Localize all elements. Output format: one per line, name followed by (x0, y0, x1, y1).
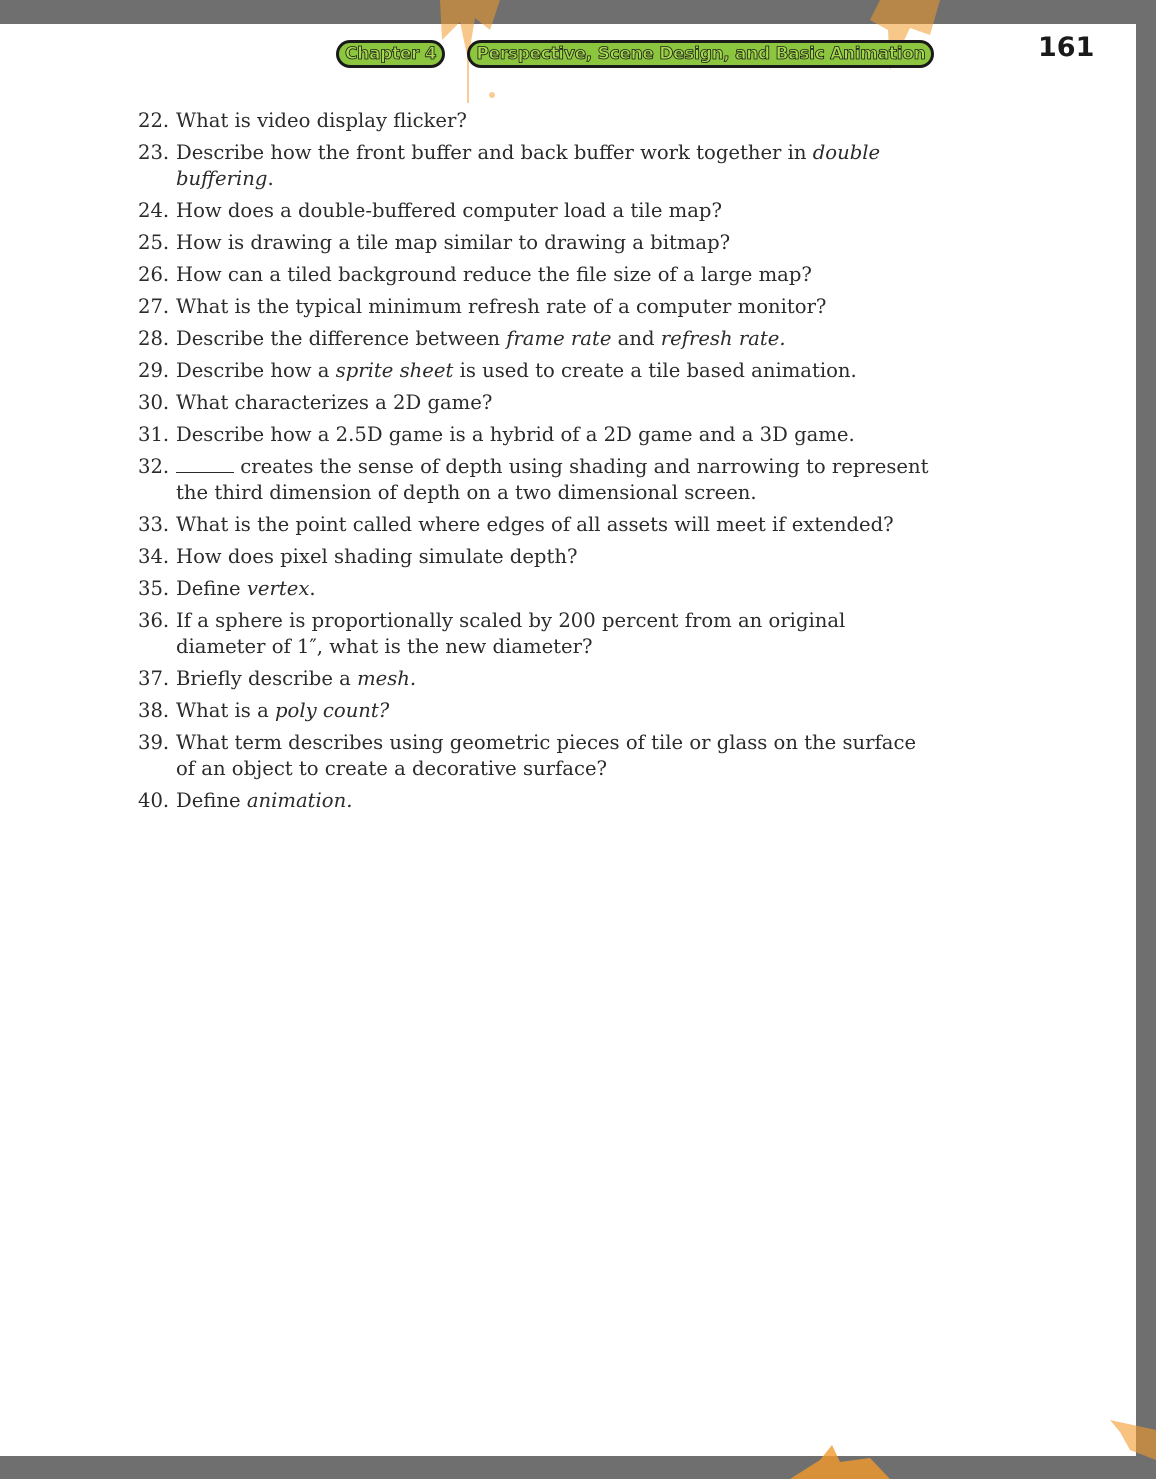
question-25: 25. How is drawing a tile map similar to drawing a bitmap? (138, 231, 731, 254)
page-number: 161 (1038, 32, 1095, 63)
question-39: 39. What term describes using geometric pieces of tile or glass on the surface of an object to create a decorative surface? (138, 731, 917, 780)
section-title-badge: Perspective, Scene Design, and Basic Animation (467, 40, 934, 68)
question-40: 40. Define animation. (138, 789, 353, 812)
question-36: 36. If a sphere is proportionally scaled by 200 percent from an original diameter of 1″, what is the new diameter? (138, 609, 846, 658)
question-27: 27. What is the typical minimum refresh rate of a computer monitor? (138, 295, 827, 318)
paint-splash-bottom-icon (780, 1420, 1156, 1479)
question-33: 33. What is the point called where edges of all assets will meet if extended? (138, 513, 894, 536)
question-38: 38. What is a poly count? (138, 699, 390, 722)
question-32: 32. creates the sense of depth using shading and narrowing to represent the third dimension of depth on a two dimensional screen. (138, 455, 929, 504)
question-29: 29. Describe how a sprite sheet is used to create a tile based animation. (138, 359, 857, 382)
question-31: 31. Describe how a 2.5D game is a hybrid of a 2D game and a 3D game. (138, 423, 855, 446)
review-questions-list (138, 108, 938, 820)
fill-in-blank (176, 454, 234, 473)
question-28: 28. Describe the difference between frame rate and refresh rate. (138, 327, 786, 350)
question-22: 22. What is video display flicker? (138, 109, 467, 132)
question-26: 26. How can a tiled background reduce the file size of a large map? (138, 263, 812, 286)
question-30: 30. What characterizes a 2D game? (138, 391, 493, 414)
question-37: 37. Briefly describe a mesh. (138, 667, 417, 690)
chapter-badge: Chapter 4 (336, 40, 445, 68)
question-24: 24. How does a double-buffered computer load a tile map? (138, 199, 722, 222)
question-23: 23. Describe how the front buffer and back buffer work together in double buffering. (138, 141, 881, 190)
question-35: 35. Define vertex. (138, 577, 316, 600)
question-34: 34. How does pixel shading simulate depth? (138, 545, 578, 568)
running-header (336, 40, 934, 68)
